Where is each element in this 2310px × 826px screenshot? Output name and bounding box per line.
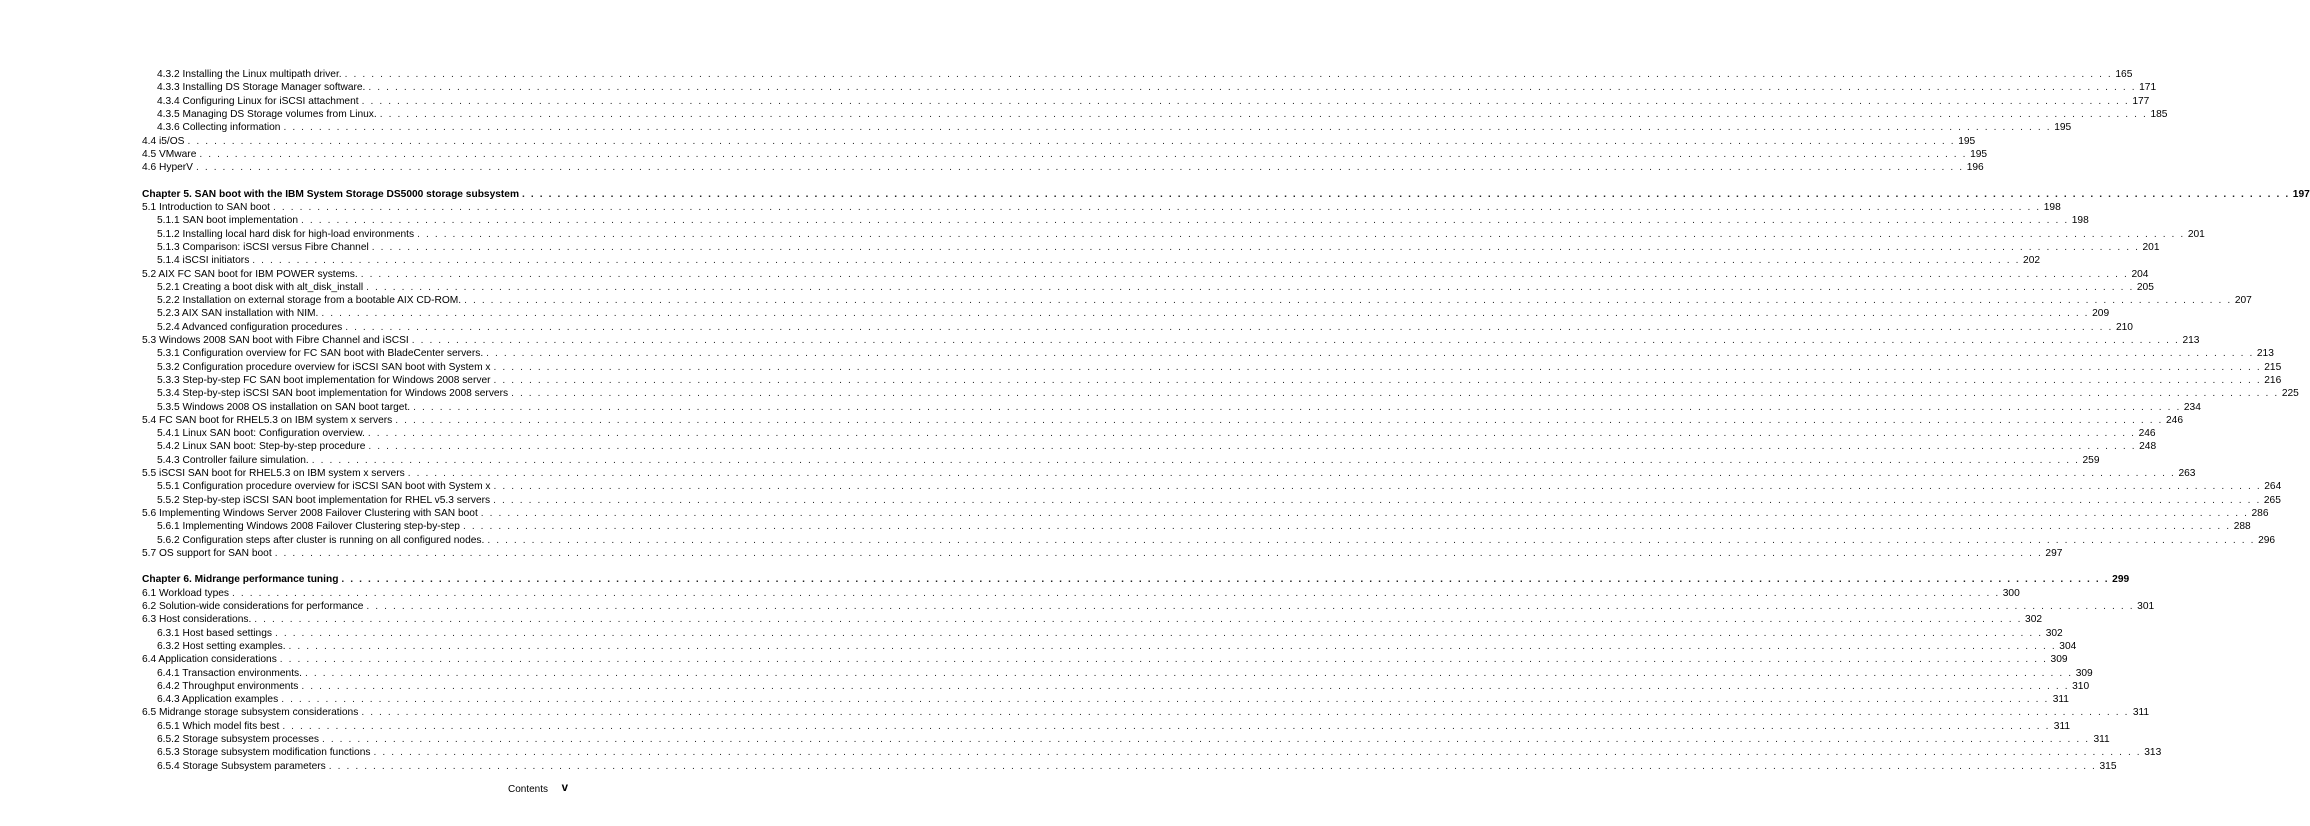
toc-entry-title: 6.5.2 Storage subsystem processes xyxy=(157,734,319,745)
toc-entry[interactable] xyxy=(157,95,2150,109)
toc-entry-page: 286 xyxy=(2251,507,2269,519)
dot-leader: . . . . . . . . . . . . . . . . . . . . . . . . . . . . . . . . . . . . . . . . . . . . . . . . . . . . . . . . . . . . . . . . . . . . . . . . . . . . . . . . . . . . . . . . . . . . . . . . . . . . . . . . . . . . . . . . . . . . . . . . . . . . . . . . . . . . . . . . . . . . . . . . . . . . . . . . . . . . . . . . . . . . . . . . . . . . . . . . . . . . . . . . . . . . . . . . . . . . . . . . xyxy=(493,494,2261,506)
dot-leader: . . . . . . . . . . . . . . . . . . . . . . . . . . . . . . . . . . . . . . . . . . . . . . . . . . . . . . . . . . . . . . . . . . . . . . . . . . . . . . . . . . . . . . . . . . . . . . . . . . . . . . . . . . . . . . . . . . . . . . . . . . . . . . . . . . . . . . . . . . . . . . . . . . . . . . . . . . . . . . . . . . . . . . . . . . . . . . . . . . . . . . . . . . . . . . . . . . . . . . . . xyxy=(328,760,2097,772)
dot-leader: . . . . . . . . . . . . . . . . . . . . . . . . . . . . . . . . . . . . . . . . . . . . . . . . . . . . . . . . . . . . . . . . . . . . . . . . . . . . . . . . . . . . . . . . . . . . . . . . . . . . . . . . . . . . . . . . . . . . . . . . . . . . . . . . . . . . . . . . . . . . . . . . . . . . . . . . . . . . . . . . . . . . . . . . . . . . . . . . . . . . . . . . . . . . . . . . . . . . . . . . xyxy=(407,468,2176,479)
toc-entry-page: 311 xyxy=(2053,720,2071,732)
toc-entry-page: 265 xyxy=(2263,494,2281,506)
toc-entry-title: 4.6 HyperV xyxy=(142,162,193,174)
dot-leader: . . . . . . . . . . . . . . . . . . . . . . . . . . . . . . . . . . . . . . . . . . . . . . . . . . . . . . . . . . . . . . . . . . . . . . . . . . . . . . . . . . . . . . . . . . . . . . . . . . . . . . . . . . . . . . . . . . . . . . . . . . . . . . . . . . . . . . . . . . . . . . . . . . . . . . . . . . . . . . . . . . . . . . . . . . . . . . . . . . . . . . . . . . . . . . . . . . . . . . . . xyxy=(345,321,2113,333)
dot-leader: . . . . . . . . . . . . . . . . . . . . . . . . . . . . . . . . . . . . . . . . . . . . . . . . . . . . . . . . . . . . . . . . . . . . . . . . . . . . . . . . . . . . . . . . . . . . . . . . . . . . . . . . . . . . . . . . . . . . . . . . . . . . . . . . . . . . . . . . . . . . . . . . . . . . . . . . . . . . . . . . . . . . . . . . . . . . . . . . . . . . . . . . . . . . . . . . . . . . . . . . xyxy=(462,521,2231,533)
toc-entry[interactable] xyxy=(157,294,2252,308)
toc-entry[interactable] xyxy=(157,121,2072,135)
toc-entry-title: 5.1 Introduction to SAN boot xyxy=(142,202,270,213)
toc-entry-title: 4.3.5 Managing DS Storage volumes from Linux. xyxy=(157,108,377,120)
toc-entry[interactable] xyxy=(142,161,1984,175)
toc-entry-page: 196 xyxy=(1966,162,1984,174)
toc-entry-page: 202 xyxy=(2023,255,2041,267)
dot-leader: . . . . . . . . . . . . . . . . . . . . . . . . . . . . . . . . . . . . . . . . . . . . . . . . . . . . . . . . . . . . . . . . . . . . . . . . . . . . . . . . . . . . . . . . . . . . . . . . . . . . . . . . . . . . . . . . . . . . . . . . . . . . . . . . . . . . . . . . . . . . . . . . . . . . . . . . . . . . . . . . . . . . . . . . . . . . . . . . . . . . . . . . . . . . . . . . . . . . . . . . xyxy=(413,401,2181,413)
toc-entry[interactable] xyxy=(157,427,2156,441)
toc-chapter-entry[interactable] xyxy=(142,573,2130,587)
toc-entry[interactable] xyxy=(142,547,2063,561)
toc-entry[interactable] xyxy=(142,334,2200,348)
toc-entry-title: 5.3.2 Configuration procedure overview for iSCSI SAN boot with System x xyxy=(157,361,491,373)
dot-leader: . . . . . . . . . . . . . . . . . . . . . . . . . . . . . . . . . . . . . . . . . . . . . . . . . . . . . . . . . . . . . . . . . . . . . . . . . . . . . . . . . . . . . . . . . . . . . . . . . . . . . . . . . . . . . . . . . . . . . . . . . . . . . . . . . . . . . . . . . . . . . . . . . . . . . . . . . . . . . . . . . . . . . . . . . . . . . . . . . . . . . . . . . . . . . . . . . . . . . . . . xyxy=(321,308,2090,320)
dot-leader: . . . . . . . . . . . . . . . . . . . . . . . . . . . . . . . . . . . . . . . . . . . . . . . . . . . . . . . . . . . . . . . . . . . . . . . . . . . . . . . . . . . . . . . . . . . . . . . . . . . . . . . . . . . . . . . . . . . . . . . . . . . . . . . . . . . . . . . . . . . . . . . . . . . . . . . . . . . . . . . . . . . . . . . . . . . . . . . . . . . . . . . . . . . . . . . . . . . . . . . . xyxy=(187,135,1956,147)
toc-entry-page: 313 xyxy=(2144,747,2162,759)
toc-entry-page: 296 xyxy=(2258,534,2276,546)
toc-entry-title: 6.5 Midrange storage subsystem considerations xyxy=(142,707,359,719)
toc-entry-title: 5.1.1 SAN boot implementation xyxy=(157,215,299,227)
toc-entry-title: 5.2.3 AIX SAN installation with NIM. xyxy=(157,308,319,320)
toc-entry-page: 210 xyxy=(2115,321,2133,333)
toc-entry[interactable] xyxy=(157,254,2041,268)
dot-leader: . . . . . . . . . . . . . . . . . . . . . . . . . . . . . . . . . . . . . . . . . . . . . . . . . . . . . . . . . . . . . . . . . . . . . . . . . . . . . . . . . . . . . . . . . . . . . . . . . . . . . . . . . . . . . . . . . . . . . . . . . . . . . . . . . . . . . . . . . . . . . . . . . . . . . . . . . . . . . . . . . . . . . . . . . . . . . . . . . . . . . . . . . . . . . . . . . . . . . . . . xyxy=(301,215,2069,227)
dot-leader: . . . . . . . . . . . . . . . . . . . . . . . . . . . . . . . . . . . . . . . . . . . . . . . . . . . . . . . . . . . . . . . . . . . . . . . . . . . . . . . . . . . . . . . . . . . . . . . . . . . . . . . . . . . . . . . . . . . . . . . . . . . . . . . . . . . . . . . . . . . . . . . . . . . . . . . . . . . . . . . . . . . . . . . . . . . . . . . . . . . . . . . . . . . . . . . . . . . . . . . . xyxy=(301,680,2070,692)
toc-entry-page: 216 xyxy=(2264,374,2282,386)
toc-entry-page: 246 xyxy=(2165,414,2183,426)
dot-leader: . . . . . . . . . . . . . . . . . . . . . . . . . . . . . . . . . . . . . . . . . . . . . . . . . . . . . . . . . . . . . . . . . . . . . . . . . . . . . . . . . . . . . . . . . . . . . . . . . . . . . . . . . . . . . . . . . . . . . . . . . . . . . . . . . . . . . . . . . . . . . . . . . . . . . . . . . . . . . . . . . . . . . . . . . . . . . . . . . . . . . . . . . . . . . . . . . . . . . . . . xyxy=(493,374,2262,386)
toc-entry-page: 209 xyxy=(2092,308,2110,320)
toc-entry[interactable] xyxy=(142,613,2043,627)
toc-entry[interactable] xyxy=(157,454,2100,468)
dot-leader: . . . . . . . . . . . . . . . . . . . . . . . . . . . . . . . . . . . . . . . . . . . . . . . . . . . . . . . . . . . . . . . . . . . . . . . . . . . . . . . . . . . . . . . . . . . . . . . . . . . . . . . . . . . . . . . . . . . . . . . . . . . . . . . . . . . . . . . . . . . . . . . . . . . . . . . . . . . . . . . . . . . . . . . . . . . . . . . . . . . . . . . . . . . . . . . . . . . . . . . . xyxy=(195,162,1964,174)
toc-entry-title: 4.3.3 Installing DS Storage Manager software. xyxy=(157,82,366,94)
dot-leader: . . . . . . . . . . . . . . . . . . . . . . . . . . . . . . . . . . . . . . . . . . . . . . . . . . . . . . . . . . . . . . . . . . . . . . . . . . . . . . . . . . . . . . . . . . . . . . . . . . . . . . . . . . . . . . . . . . . . . . . . . . . . . . . . . . . . . . . . . . . . . . . . . . . . . . . . . . . . . . . . . . . . . . . . . . . . . . . . . . . . . . . . . . . . . . . . . . . . . . . . xyxy=(232,587,2000,599)
toc-entry-title: 6.3.1 Host based settings xyxy=(157,627,272,639)
toc-entry-page: 171 xyxy=(2139,82,2157,94)
toc-entry-title: 6.1 Workload types xyxy=(142,587,230,599)
toc-entry-page: 311 xyxy=(2093,734,2110,745)
toc-entry-page: 246 xyxy=(2138,428,2156,440)
toc-entry-title: 5.3.3 Step-by-step FC SAN boot implementation for Windows 2008 server xyxy=(157,374,491,386)
toc-entry-title: 5.6.1 Implementing Windows 2008 Failover Clustering step-by-step xyxy=(157,521,460,533)
dot-leader: . . . . . . . . . . . . . . . . . . . . . . . . . . . . . . . . . . . . . . . . . . . . . . . . . . . . . . . . . . . . . . . . . . . . . . . . . . . . . . . . . . . . . . . . . . . . . . . . . . . . . . . . . . . . . . . . . . . . . . . . . . . . . . . . . . . . . . . . . . . . . . . . . . . . . . . . . . . . . . . . . . . . . . . . . . . . . . . . . . . . . . . . . . . . . . . . . . . . . . . . xyxy=(511,388,2279,400)
toc-entry-page: 195 xyxy=(2054,122,2072,134)
dot-leader: . . . . . . . . . . . . . . . . . . . . . . . . . . . . . . . . . . . . . . . . . . . . . . . . . . . . . . . . . . . . . . . . . . . . . . . . . . . . . . . . . . . . . . . . . . . . . . . . . . . . . . . . . . . . . . . . . . . . . . . . . . . . . . . . . . . . . . . . . . . . . . . . . . . . . . . . . . . . . . . . . . . . . . . . . . . . . . . . . . . . . . . . . . . . . . . . . . . . . . . . xyxy=(522,188,2290,200)
toc-entry-page: 315 xyxy=(2099,760,2117,772)
toc-entry-page: 304 xyxy=(2059,640,2077,652)
toc-entry-title: 6.3 Host considerations. xyxy=(142,614,252,626)
toc-entry[interactable] xyxy=(157,480,2282,494)
toc-entry[interactable] xyxy=(157,720,2071,734)
toc-entry[interactable] xyxy=(157,387,2299,401)
dot-leader: . . . . . . . . . . . . . . . . . . . . . . . . . . . . . . . . . . . . . . . . . . . . . . . . . . . . . . . . . . . . . . . . . . . . . . . . . . . . . . . . . . . . . . . . . . . . . . . . . . . . . . . . . . . . . . . . . . . . . . . . . . . . . . . . . . . . . . . . . . . . . . . . . . . . . . . . . . . . . . . . . . . . . . . . . . . . . . . . . . . . . . . . . . . . . . . . . . . . . . . . xyxy=(274,627,2043,639)
toc-entry[interactable] xyxy=(142,706,2150,720)
toc-entry-page: 204 xyxy=(2131,268,2149,280)
toc-entry-title: 6.5.1 Which model fits best xyxy=(157,720,280,732)
dot-leader: . . . . . . . . . . . . . . . . . . . . . . . . . . . . . . . . . . . . . . . . . . . . . . . . . . . . . . . . . . . . . . . . . . . . . . . . . . . . . . . . . . . . . . . . . . . . . . . . . . . . . . . . . . . . . . . . . . . . . . . . . . . . . . . . . . . . . . . . . . . . . . . . . . . . . . . . . . . . . . . . . . . . . . . . . . . . . . . . . . . . . . . . . . . . . . . . . . . . . . . . xyxy=(254,614,2023,626)
dot-leader: . . . . . . . . . . . . . . . . . . . . . . . . . . . . . . . . . . . . . . . . . . . . . . . . . . . . . . . . . . . . . . . . . . . . . . . . . . . . . . . . . . . . . . . . . . . . . . . . . . . . . . . . . . . . . . . . . . . . . . . . . . . . . . . . . . . . . . . . . . . . . . . . . . . . . . . . . . . . . . . . . . . . . . . . . . . . . . . . . . . . . . . . . . . . . . . . . . . . . . . . xyxy=(395,414,2163,426)
toc-entry-title: 6.5.4 Storage Subsystem parameters xyxy=(157,760,326,772)
toc-entry-page: 207 xyxy=(2234,295,2252,307)
toc-entry[interactable] xyxy=(142,148,1988,162)
dot-leader: . . . . . . . . . . . . . . . . . . . . . . . . . . . . . . . . . . . . . . . . . . . . . . . . . . . . . . . . . . . . . . . . . . . . . . . . . . . . . . . . . . . . . . . . . . . . . . . . . . . . . . . . . . . . . . . . . . . . . . . . . . . . . . . . . . . . . . . . . . . . . . . . . . . . . . . . . . . . . . . . . . . . . . . . . . . . . . . . . . . . . . . . . . . . . . . . . . . . . . . . xyxy=(493,481,2262,493)
toc-entry-title: 5.4 FC SAN boot for RHEL5.3 on IBM system x servers xyxy=(142,414,393,426)
dot-leader: . . . . . . . . . . . . . . . . . . . . . . . . . . . . . . . . . . . . . . . . . . . . . . . . . . . . . . . . . . . . . . . . . . . . . . . . . . . . . . . . . . . . . . . . . . . . . . . . . . . . . . . . . . . . . . . . . . . . . . . . . . . . . . . . . . . . . . . . . . . . . . . . . . . . . . . . . . . . . . . . . . . . . . . . . . . . . . . . . . . . . . . . . . . . . . . . . . . . . . . . xyxy=(321,734,2090,745)
dot-leader: . . . . . . . . . . . . . . . . . . . . . . . . . . . . . . . . . . . . . . . . . . . . . . . . . . . . . . . . . . . . . . . . . . . . . . . . . . . . . . . . . . . . . . . . . . . . . . . . . . . . . . . . . . . . . . . . . . . . . . . . . . . . . . . . . . . . . . . . . . . . . . . . . . . . . . . . . . . . . . . . . . . . . . . . . . . . . . . . . . . . . . . . . . . . . . . . . . . . . . . . xyxy=(360,268,2129,280)
dot-leader: . . . . . . . . . . . . . . . . . . . . . . . . . . . . . . . . . . . . . . . . . . . . . . . . . . . . . . . . . . . . . . . . . . . . . . . . . . . . . . . . . . . . . . . . . . . . . . . . . . . . . . . . . . . . . . . . . . . . . . . . . . . . . . . . . . . . . . . . . . . . . . . . . . . . . . . . . . . . . . . . . . . . . . . . . . . . . . . . . . . . . . . . . . . . . . . . . . . . . . . . xyxy=(417,228,2185,240)
toc-entry[interactable] xyxy=(142,414,2183,428)
toc-entry[interactable] xyxy=(142,201,2061,215)
toc-entry-page: 213 xyxy=(2256,348,2274,360)
dot-leader: . . . . . . . . . . . . . . . . . . . . . . . . . . . . . . . . . . . . . . . . . . . . . . . . . . . . . . . . . . . . . . . . . . . . . . . . . . . . . . . . . . . . . . . . . . . . . . . . . . . . . . . . . . . . . . . . . . . . . . . . . . . . . . . . . . . . . . . . . . . . . . . . . . . . . . . . . . . . . . . . . . . . . . . . . . . . . . . . . . . . . . . . . . . . . . . . . . . . . . . . xyxy=(361,95,2130,107)
toc-entry-page: 213 xyxy=(2182,335,2200,346)
toc-entry[interactable] xyxy=(157,520,2251,534)
toc-entry[interactable] xyxy=(157,640,2077,654)
toc-entry[interactable] xyxy=(157,494,2281,508)
toc-entry-page: 195 xyxy=(1970,148,1988,160)
toc-entry-page: 302 xyxy=(2045,627,2063,639)
toc-entry-title: 6.4.2 Throughput environments xyxy=(157,680,299,692)
toc-entry-page: 264 xyxy=(2264,481,2282,493)
toc-entry[interactable] xyxy=(157,281,2154,295)
toc-entry[interactable] xyxy=(157,241,2160,255)
toc-entry[interactable] xyxy=(157,347,2274,361)
toc-entry[interactable] xyxy=(142,507,2269,521)
toc-entry-page: 234 xyxy=(2183,401,2201,413)
toc-entry-title: 4.4 i5/OS xyxy=(142,135,185,147)
toc-entry-title: 6.4.1 Transaction environments. xyxy=(157,667,302,679)
toc-entry-title: 5.5 iSCSI SAN boot for RHEL5.3 on IBM system x servers xyxy=(142,468,405,479)
toc-entry-title: 5.1.4 iSCSI initiators xyxy=(157,255,250,267)
toc-entry-page: 310 xyxy=(2072,680,2090,692)
toc-entry-title: 5.1.2 Installing local hard disk for high-load environments xyxy=(157,228,415,240)
toc-entry[interactable] xyxy=(157,401,2201,415)
toc-entry-title: 5.6 Implementing Windows Server 2008 Failover Clustering with SAN boot xyxy=(142,507,478,519)
dot-leader: . . . . . . . . . . . . . . . . . . . . . . . . . . . . . . . . . . . . . . . . . . . . . . . . . . . . . . . . . . . . . . . . . . . . . . . . . . . . . . . . . . . . . . . . . . . . . . . . . . . . . . . . . . . . . . . . . . . . . . . . . . . . . . . . . . . . . . . . . . . . . . . . . . . . . . . . . . . . . . . . . . . . . . . . . . . . . . . . . . . . . . . . . . . . . . . . . . . . . . . . xyxy=(411,335,2180,346)
toc-entry[interactable] xyxy=(157,693,2069,707)
toc-entry-page: 299 xyxy=(2112,574,2130,586)
toc-chapter-entry[interactable] xyxy=(142,188,2310,202)
toc-entry-title: 5.3.4 Step-by-step iSCSI SAN boot implementation for Windows 2008 servers xyxy=(157,388,509,400)
toc-entry-page: 165 xyxy=(2115,69,2133,80)
toc-entry[interactable] xyxy=(157,440,2157,454)
toc-entry-page: 301 xyxy=(2137,601,2155,612)
dot-leader: . . . . . . . . . . . . . . . . . . . . . . . . . . . . . . . . . . . . . . . . . . . . . . . . . . . . . . . . . . . . . . . . . . . . . . . . . . . . . . . . . . . . . . . . . . . . . . . . . . . . . . . . . . . . . . . . . . . . . . . . . . . . . . . . . . . . . . . . . . . . . . . . . . . . . . . . . . . . . . . . . . . . . . . . . . . . . . . . . . . . . . . . . . . . . . . . . . . . . . . . xyxy=(361,707,2130,719)
dot-leader: . . . . . . . . . . . . . . . . . . . . . . . . . . . . . . . . . . . . . . . . . . . . . . . . . . . . . . . . . . . . . . . . . . . . . . . . . . . . . . . . . . . . . . . . . . . . . . . . . . . . . . . . . . . . . . . . . . . . . . . . . . . . . . . . . . . . . . . . . . . . . . . . . . . . . . . . . . . . . . . . . . . . . . . . . . . . . . . . . . . . . . . . . . . . . . . . . . . . . . . . xyxy=(274,547,2043,559)
toc-entry-page: 195 xyxy=(1958,135,1976,147)
toc-entry-title: 5.4.3 Controller failure simulation. xyxy=(157,454,309,466)
toc-entry-page: 302 xyxy=(2025,614,2043,626)
toc-entry-title: 5.2.1 Creating a boot disk with alt_disk_install xyxy=(157,281,364,293)
dot-leader: . . . . . . . . . . . . . . . . . . . . . . . . . . . . . . . . . . . . . . . . . . . . . . . . . . . . . . . . . . . . . . . . . . . . . . . . . . . . . . . . . . . . . . . . . . . . . . . . . . . . . . . . . . . . . . . . . . . . . . . . . . . . . . . . . . . . . . . . . . . . . . . . . . . . . . . . . . . . . . . . . . . . . . . . . . . . . . . . . . . . . . . . . . . . . . . . . . . . . . . . xyxy=(199,148,1968,160)
toc-entry-title: Chapter 6. Midrange performance tuning xyxy=(142,574,339,586)
dot-leader: . . . . . . . . . . . . . . . . . . . . . . . . . . . . . . . . . . . . . . . . . . . . . . . . . . . . . . . . . . . . . . . . . . . . . . . . . . . . . . . . . . . . . . . . . . . . . . . . . . . . . . . . . . . . . . . . . . . . . . . . . . . . . . . . . . . . . . . . . . . . . . . . . . . . . . . . . . . . . . . . . . . . . . . . . . . . . . . . . . . . . . . . . . . . . . . . . . . . . . . . xyxy=(366,281,2134,293)
toc-entry[interactable] xyxy=(142,135,1976,149)
toc-entry-title: 5.2.2 Installation on external storage from a bootable AIX CD-ROM. xyxy=(157,295,462,307)
toc-entry-title: 5.4.1 Linux SAN boot: Configuration overview. xyxy=(157,428,365,440)
toc-entry-title: 5.2 AIX FC SAN boot for IBM POWER systems. xyxy=(142,268,358,280)
toc-entry-page: 215 xyxy=(2264,361,2282,373)
dot-leader: . . . . . . . . . . . . . . . . . . . . . . . . . . . . . . . . . . . . . . . . . . . . . . . . . . . . . . . . . . . . . . . . . . . . . . . . . . . . . . . . . . . . . . . . . . . . . . . . . . . . . . . . . . . . . . . . . . . . . . . . . . . . . . . . . . . . . . . . . . . . . . . . . . . . . . . . . . . . . . . . . . . . . . . . . . . . . . . . . . . . . . . . . . . . . . . . . . . . . . . . xyxy=(367,428,2136,440)
toc-entry-title: 5.1.3 Comparison: iSCSI versus Fibre Channel xyxy=(157,241,369,253)
dot-leader: . . . . . . . . . . . . . . . . . . . . . . . . . . . . . . . . . . . . . . . . . . . . . . . . . . . . . . . . . . . . . . . . . . . . . . . . . . . . . . . . . . . . . . . . . . . . . . . . . . . . . . . . . . . . . . . . . . . . . . . . . . . . . . . . . . . . . . . . . . . . . . . . . . . . . . . . . . . . . . . . . . . . . . . . . . . . . . . . . . . . . . . . . . . . . . . . . . . . . . . . xyxy=(304,667,2073,679)
toc-entry[interactable] xyxy=(142,653,2068,667)
dot-leader: . . . . . . . . . . . . . . . . . . . . . . . . . . . . . . . . . . . . . . . . . . . . . . . . . . . . . . . . . . . . . . . . . . . . . . . . . . . . . . . . . . . . . . . . . . . . . . . . . . . . . . . . . . . . . . . . . . . . . . . . . . . . . . . . . . . . . . . . . . . . . . . . . . . . . . . . . . . . . . . . . . . . . . . . . . . . . . . . . . . . . . . . . . . . . . . . . . . . . . . . xyxy=(368,82,2137,94)
toc-entry-title: 4.3.2 Installing the Linux multipath driver. xyxy=(157,69,342,80)
toc-entry[interactable] xyxy=(157,374,2282,388)
toc-entry-page: 185 xyxy=(2150,108,2168,120)
toc-entry-page: 197 xyxy=(2292,188,2310,200)
page-footer xyxy=(0,782,638,798)
toc-entry-page: 201 xyxy=(2187,228,2205,240)
toc-entry-title: 5.3.1 Configuration overview for FC SAN boot with BladeCenter servers. xyxy=(157,348,484,360)
dot-leader: . . . . . . . . . . . . . . . . . . . . . . . . . . . . . . . . . . . . . . . . . . . . . . . . . . . . . . . . . . . . . . . . . . . . . . . . . . . . . . . . . . . . . . . . . . . . . . . . . . . . . . . . . . . . . . . . . . . . . . . . . . . . . . . . . . . . . . . . . . . . . . . . . . . . . . . . . . . . . . . . . . . . . . . . . . . . . . . . . . . . . . . . . . . . . . . . . . . . . . . . xyxy=(371,241,2140,253)
toc-entry-page: 311 xyxy=(2052,694,2069,706)
toc-entry-title: 6.3.2 Host setting examples. xyxy=(157,640,286,652)
toc-entry-page: 248 xyxy=(2139,441,2157,453)
toc-entry[interactable] xyxy=(157,214,2089,228)
toc-entry-title: 6.4 Application considerations xyxy=(142,654,277,666)
toc-entry-title: Chapter 5. SAN boot with the IBM System Storage DS5000 storage subsystem xyxy=(142,188,520,200)
footer-label: Contents xyxy=(507,784,548,795)
dot-leader: . . . . . . . . . . . . . . . . . . . . . . . . . . . . . . . . . . . . . . . . . . . . . . . . . . . . . . . . . . . . . . . . . . . . . . . . . . . . . . . . . . . . . . . . . . . . . . . . . . . . . . . . . . . . . . . . . . . . . . . . . . . . . . . . . . . . . . . . . . . . . . . . . . . . . . . . . . . . . . . . . . . . . . . . . . . . . . . . . . . . . . . . . . . . . . . . . . . . . . . . xyxy=(379,108,2148,120)
toc-entry[interactable] xyxy=(157,534,2276,548)
toc-entry-page: 198 xyxy=(2043,202,2061,213)
toc-entry-title: 5.2.4 Advanced configuration procedures xyxy=(157,321,343,333)
dot-leader: . . . . . . . . . . . . . . . . . . . . . . . . . . . . . . . . . . . . . . . . . . . . . . . . . . . . . . . . . . . . . . . . . . . . . . . . . . . . . . . . . . . . . . . . . . . . . . . . . . . . . . . . . . . . . . . . . . . . . . . . . . . . . . . . . . . . . . . . . . . . . . . . . . . . . . . . . . . . . . . . . . . . . . . . . . . . . . . . . . . . . . . . . . . . . . . . . . . . . . . . xyxy=(344,69,2113,80)
toc-entry[interactable] xyxy=(157,760,2117,774)
toc-entry-page: 300 xyxy=(2002,587,2020,599)
toc-entry[interactable] xyxy=(157,733,2110,747)
toc-entry[interactable] xyxy=(157,667,2093,681)
toc-entry-page: 309 xyxy=(2075,667,2093,679)
toc-entry-page: 311 xyxy=(2132,707,2150,719)
toc-entry-title: 4.5 VMware xyxy=(142,148,197,160)
toc-entry-title: 6.5.3 Storage subsystem modification functions xyxy=(157,747,371,759)
dot-leader: . . . . . . . . . . . . . . . . . . . . . . . . . . . . . . . . . . . . . . . . . . . . . . . . . . . . . . . . . . . . . . . . . . . . . . . . . . . . . . . . . . . . . . . . . . . . . . . . . . . . . . . . . . . . . . . . . . . . . . . . . . . . . . . . . . . . . . . . . . . . . . . . . . . . . . . . . . . . . . . . . . . . . . . . . . . . . . . . . . . . . . . . . . . . . . . . . . . . . . . . xyxy=(480,507,2249,519)
toc-entry[interactable] xyxy=(142,467,2196,481)
toc-entry-page: 259 xyxy=(2082,454,2100,466)
dot-leader: . . . . . . . . . . . . . . . . . . . . . . . . . . . . . . . . . . . . . . . . . . . . . . . . . . . . . . . . . . . . . . . . . . . . . . . . . . . . . . . . . . . . . . . . . . . . . . . . . . . . . . . . . . . . . . . . . . . . . . . . . . . . . . . . . . . . . . . . . . . . . . . . . . . . . . . . . . . . . . . . . . . . . . . . . . . . . . . . . . . . . . . . . . . . . . . . . . . . . . . . xyxy=(366,601,2135,612)
toc-entry[interactable] xyxy=(157,81,2157,95)
toc-entry-page: 205 xyxy=(2136,281,2154,293)
toc-entry-title: 5.4.2 Linux SAN boot: Step-by-step procedure xyxy=(157,441,366,453)
toc-entry-title: 6.4.3 Application examples xyxy=(157,694,279,706)
dot-leader: . . . . . . . . . . . . . . . . . . . . . . . . . . . . . . . . . . . . . . . . . . . . . . . . . . . . . . . . . . . . . . . . . . . . . . . . . . . . . . . . . . . . . . . . . . . . . . . . . . . . . . . . . . . . . . . . . . . . . . . . . . . . . . . . . . . . . . . . . . . . . . . . . . . . . . . . . . . . . . . . . . . . . . . . . . . . . . . . . . . . . . . . . . . . . . . . . . . . . . . . xyxy=(493,361,2262,373)
toc-entry-title: 4.3.6 Collecting information xyxy=(157,122,281,134)
toc-entry[interactable] xyxy=(157,627,2063,641)
toc-entry[interactable] xyxy=(157,680,2090,694)
dot-leader: . . . . . . . . . . . . . . . . . . . . . . . . . . . . . . . . . . . . . . . . . . . . . . . . . . . . . . . . . . . . . . . . . . . . . . . . . . . . . . . . . . . . . . . . . . . . . . . . . . . . . . . . . . . . . . . . . . . . . . . . . . . . . . . . . . . . . . . . . . . . . . . . . . . . . . . . . . . . . . . . . . . . . . . . . . . . . . . . . . . . . . . . . . . . . . . . . . . . . . . . xyxy=(282,720,2051,732)
toc-entry[interactable] xyxy=(157,228,2205,242)
toc-entry[interactable] xyxy=(157,307,2110,321)
toc-entry[interactable] xyxy=(142,268,2149,282)
toc-entry-page: 225 xyxy=(2281,388,2299,400)
dot-leader: . . . . . . . . . . . . . . . . . . . . . . . . . . . . . . . . . . . . . . . . . . . . . . . . . . . . . . . . . . . . . . . . . . . . . . . . . . . . . . . . . . . . . . . . . . . . . . . . . . . . . . . . . . . . . . . . . . . . . . . . . . . . . . . . . . . . . . . . . . . . . . . . . . . . . . . . . . . . . . . . . . . . . . . . . . . . . . . . . . . . . . . . . . . . . . . . . . . . . . . . xyxy=(281,694,2049,706)
dot-leader: . . . . . . . . . . . . . . . . . . . . . . . . . . . . . . . . . . . . . . . . . . . . . . . . . . . . . . . . . . . . . . . . . . . . . . . . . . . . . . . . . . . . . . . . . . . . . . . . . . . . . . . . . . . . . . . . . . . . . . . . . . . . . . . . . . . . . . . . . . . . . . . . . . . . . . . . . . . . . . . . . . . . . . . . . . . . . . . . . . . . . . . . . . . . . . . . . . . . . . . . xyxy=(373,747,2142,759)
toc-entry-page: 177 xyxy=(2132,95,2150,107)
toc-entry-title: 5.3.5 Windows 2008 OS installation on SAN boot target. xyxy=(157,401,411,413)
toc-entry[interactable] xyxy=(157,321,2133,335)
toc-entry-title: 5.5.1 Configuration procedure overview for iSCSI SAN boot with System x xyxy=(157,481,491,493)
toc-entry-page: 288 xyxy=(2233,521,2251,533)
dot-leader: . . . . . . . . . . . . . . . . . . . . . . . . . . . . . . . . . . . . . . . . . . . . . . . . . . . . . . . . . . . . . . . . . . . . . . . . . . . . . . . . . . . . . . . . . . . . . . . . . . . . . . . . . . . . . . . . . . . . . . . . . . . . . . . . . . . . . . . . . . . . . . . . . . . . . . . . . . . . . . . . . . . . . . . . . . . . . . . . . . . . . . . . . . . . . . . . . . . . . . . . xyxy=(341,574,2110,586)
toc-entry-title: 5.6.2 Configuration steps after cluster is running on all configured nodes. xyxy=(157,534,485,546)
toc-entry[interactable] xyxy=(157,68,2133,82)
toc-entry-page: 201 xyxy=(2142,241,2160,253)
toc-entry[interactable] xyxy=(142,587,2020,601)
toc-entry-title: 5.7 OS support for SAN boot xyxy=(142,547,272,559)
toc-entry-title: 5.5.2 Step-by-step iSCSI SAN boot implementation for RHEL v5.3 servers xyxy=(157,494,491,506)
dot-leader: . . . . . . . . . . . . . . . . . . . . . . . . . . . . . . . . . . . . . . . . . . . . . . . . . . . . . . . . . . . . . . . . . . . . . . . . . . . . . . . . . . . . . . . . . . . . . . . . . . . . . . . . . . . . . . . . . . . . . . . . . . . . . . . . . . . . . . . . . . . . . . . . . . . . . . . . . . . . . . . . . . . . . . . . . . . . . . . . . . . . . . . . . . . . . . . . . . . . . . . . xyxy=(279,654,2048,666)
dot-leader: . . . . . . . . . . . . . . . . . . . . . . . . . . . . . . . . . . . . . . . . . . . . . . . . . . . . . . . . . . . . . . . . . . . . . . . . . . . . . . . . . . . . . . . . . . . . . . . . . . . . . . . . . . . . . . . . . . . . . . . . . . . . . . . . . . . . . . . . . . . . . . . . . . . . . . . . . . . . . . . . . . . . . . . . . . . . . . . . . . . . . . . . . . . . . . . . . . . . . . . . xyxy=(368,441,2137,453)
toc-entry-title: 4.3.4 Configuring Linux for iSCSI attachment xyxy=(157,95,359,107)
toc-entry-page: 309 xyxy=(2050,654,2068,666)
dot-leader: . . . . . . . . . . . . . . . . . . . . . . . . . . . . . . . . . . . . . . . . . . . . . . . . . . . . . . . . . . . . . . . . . . . . . . . . . . . . . . . . . . . . . . . . . . . . . . . . . . . . . . . . . . . . . . . . . . . . . . . . . . . . . . . . . . . . . . . . . . . . . . . . . . . . . . . . . . . . . . . . . . . . . . . . . . . . . . . . . . . . . . . . . . . . . . . . . . . . . . . . xyxy=(273,202,2041,213)
toc-entry-page: 198 xyxy=(2071,215,2089,227)
dot-leader: . . . . . . . . . . . . . . . . . . . . . . . . . . . . . . . . . . . . . . . . . . . . . . . . . . . . . . . . . . . . . . . . . . . . . . . . . . . . . . . . . . . . . . . . . . . . . . . . . . . . . . . . . . . . . . . . . . . . . . . . . . . . . . . . . . . . . . . . . . . . . . . . . . . . . . . . . . . . . . . . . . . . . . . . . . . . . . . . . . . . . . . . . . . . . . . . . . . . . . . . xyxy=(252,255,2021,267)
toc-entry[interactable] xyxy=(157,361,2282,375)
toc-entry-page: 263 xyxy=(2178,468,2196,479)
toc-entry[interactable] xyxy=(157,108,2168,122)
dot-leader: . . . . . . . . . . . . . . . . . . . . . . . . . . . . . . . . . . . . . . . . . . . . . . . . . . . . . . . . . . . . . . . . . . . . . . . . . . . . . . . . . . . . . . . . . . . . . . . . . . . . . . . . . . . . . . . . . . . . . . . . . . . . . . . . . . . . . . . . . . . . . . . . . . . . . . . . . . . . . . . . . . . . . . . . . . . . . . . . . . . . . . . . . . . . . . . . . . . . . . . . xyxy=(288,640,2057,652)
toc-entry-title: 5.3 Windows 2008 SAN boot with Fibre Channel and iSCSI xyxy=(142,335,409,346)
dot-leader: . . . . . . . . . . . . . . . . . . . . . . . . . . . . . . . . . . . . . . . . . . . . . . . . . . . . . . . . . . . . . . . . . . . . . . . . . . . . . . . . . . . . . . . . . . . . . . . . . . . . . . . . . . . . . . . . . . . . . . . . . . . . . . . . . . . . . . . . . . . . . . . . . . . . . . . . . . . . . . . . . . . . . . . . . . . . . . . . . . . . . . . . . . . . . . . . . . . . . . . . xyxy=(487,534,2256,546)
toc-entry[interactable] xyxy=(157,746,2162,760)
dot-leader: . . . . . . . . . . . . . . . . . . . . . . . . . . . . . . . . . . . . . . . . . . . . . . . . . . . . . . . . . . . . . . . . . . . . . . . . . . . . . . . . . . . . . . . . . . . . . . . . . . . . . . . . . . . . . . . . . . . . . . . . . . . . . . . . . . . . . . . . . . . . . . . . . . . . . . . . . . . . . . . . . . . . . . . . . . . . . . . . . . . . . . . . . . . . . . . . . . . . . . . . xyxy=(311,454,2080,466)
dot-leader: . . . . . . . . . . . . . . . . . . . . . . . . . . . . . . . . . . . . . . . . . . . . . . . . . . . . . . . . . . . . . . . . . . . . . . . . . . . . . . . . . . . . . . . . . . . . . . . . . . . . . . . . . . . . . . . . . . . . . . . . . . . . . . . . . . . . . . . . . . . . . . . . . . . . . . . . . . . . . . . . . . . . . . . . . . . . . . . . . . . . . . . . . . . . . . . . . . . . . . . . xyxy=(283,122,2052,134)
dot-leader: . . . . . . . . . . . . . . . . . . . . . . . . . . . . . . . . . . . . . . . . . . . . . . . . . . . . . . . . . . . . . . . . . . . . . . . . . . . . . . . . . . . . . . . . . . . . . . . . . . . . . . . . . . . . . . . . . . . . . . . . . . . . . . . . . . . . . . . . . . . . . . . . . . . . . . . . . . . . . . . . . . . . . . . . . . . . . . . . . . . . . . . . . . . . . . . . . . . . . . . . xyxy=(486,348,2254,360)
dot-leader: . . . . . . . . . . . . . . . . . . . . . . . . . . . . . . . . . . . . . . . . . . . . . . . . . . . . . . . . . . . . . . . . . . . . . . . . . . . . . . . . . . . . . . . . . . . . . . . . . . . . . . . . . . . . . . . . . . . . . . . . . . . . . . . . . . . . . . . . . . . . . . . . . . . . . . . . . . . . . . . . . . . . . . . . . . . . . . . . . . . . . . . . . . . . . . . . . . . . . . . . xyxy=(464,295,2232,307)
toc-entry[interactable] xyxy=(142,600,2155,614)
toc-entry-page: 297 xyxy=(2045,547,2063,559)
footer-page-number: v xyxy=(561,782,568,794)
toc-entry-title: 6.2 Solution-wide considerations for performance xyxy=(142,601,364,612)
